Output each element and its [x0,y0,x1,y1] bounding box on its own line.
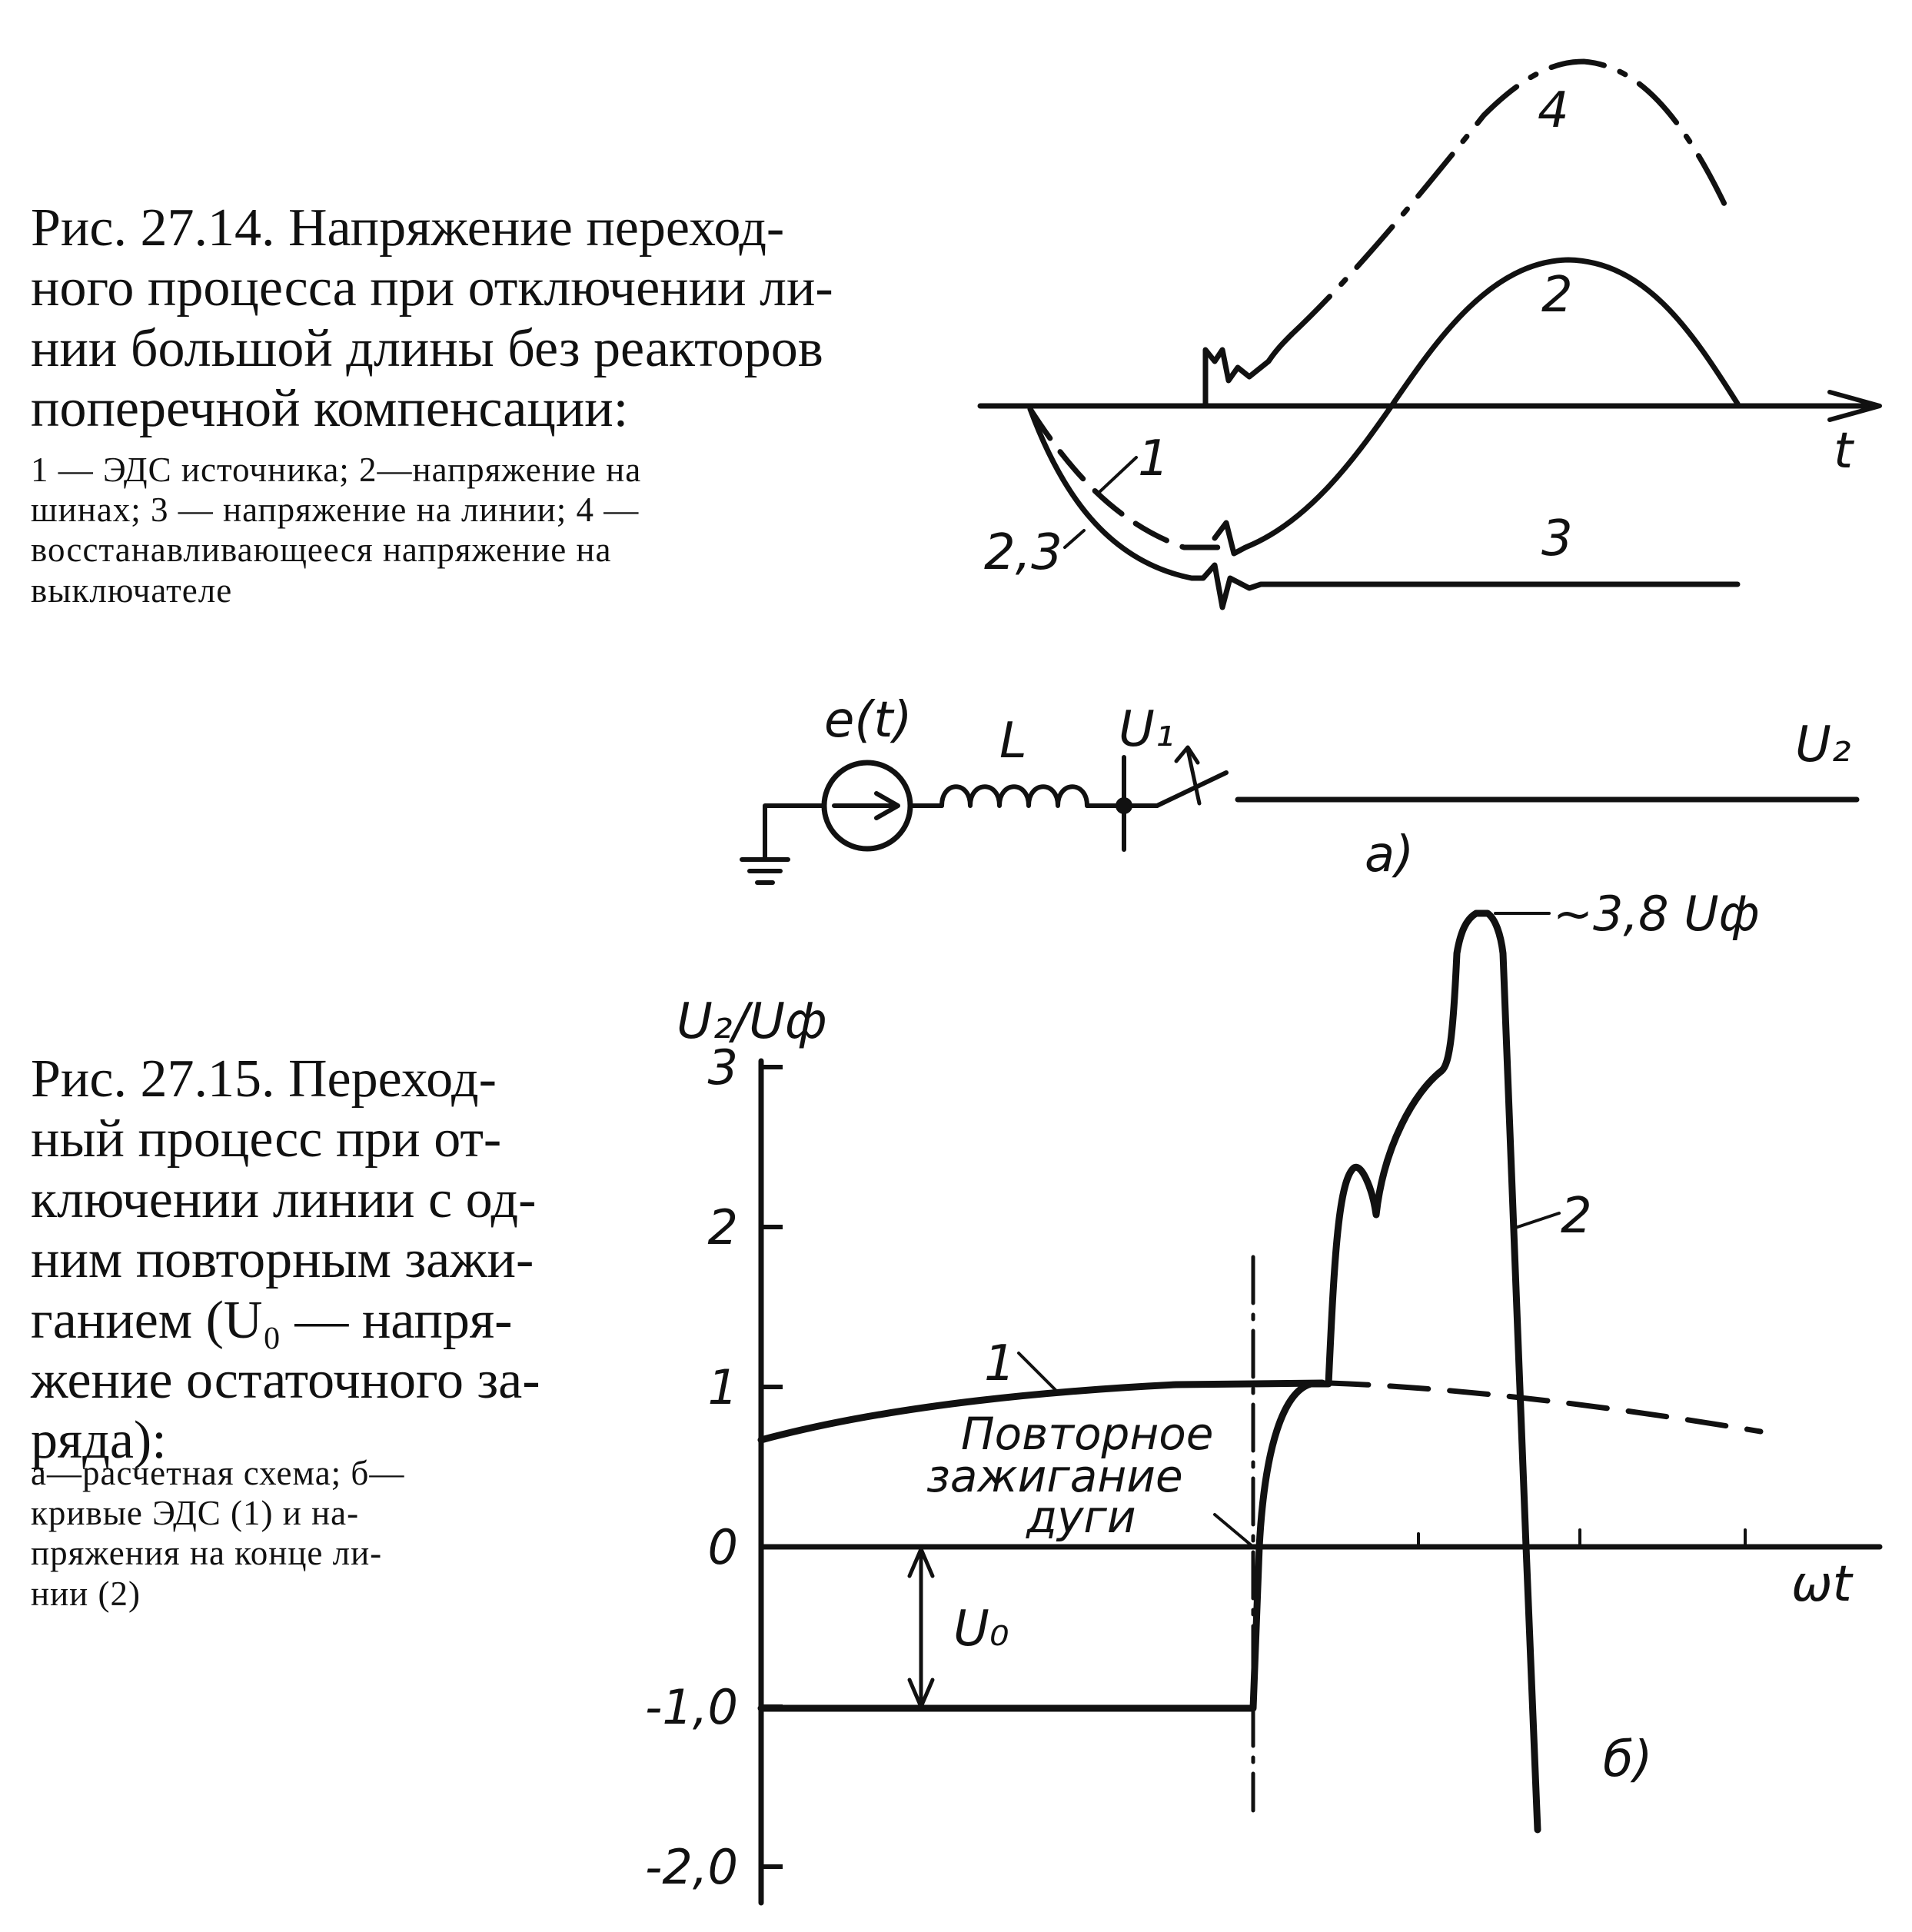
curve-1-label: 1 [1138,431,1169,487]
inductor-icon [942,786,1087,806]
reignition-leader [1215,1515,1253,1547]
y-tick-label: 2 [707,1199,738,1255]
curve-4-recovery-voltage [1205,334,1292,406]
y-tick-label: -2,0 [645,1839,738,1895]
fig-27-15-title-line: ганием (U₀ — напря- [31,1290,513,1350]
y-tick-label: 0 [707,1519,738,1575]
fig-27-14-title-line: поперечной компенсации: [31,379,629,439]
fig-27-15-title-line: ключении линии с од- [31,1169,537,1229]
inductor-label: L [999,713,1027,770]
plot-curve-2-voltage [761,913,1538,1830]
curve-3-label: 3 [1541,510,1573,567]
fig-27-14-title-line: ного процесса при отключении ли- [31,258,833,318]
curve-4-label: 4 [1538,82,1569,139]
fig-27-15-title-line: Рис. 27.15. Переход- [31,1049,497,1109]
curve-4-recovery-voltage-dashed [1292,62,1730,334]
fig-27-15-title-line: ный процесс при от- [31,1109,502,1169]
fig-27-14-legend-line: 1 — ЭДС источника; 2—напряжение на [31,451,642,489]
fig-27-15-plot [645,886,1880,1903]
plot-curve-2-label: 2 [1561,1188,1592,1245]
ground-icon [742,806,823,883]
y-tick-label: -1,0 [645,1679,738,1735]
fig-27-14-legend-line: выключателе [31,570,233,610]
curve-23-leader [1065,530,1084,547]
source-label: e(t) [824,692,913,749]
part-a-label: а) [1365,826,1415,883]
fig-27-15-legend-line: а—расчетная схема; б— [31,1454,405,1492]
fig-27-14-title-line: Рис. 27.14. Напряжение переход- [31,198,785,258]
curve-1-leader [1099,457,1136,492]
curve-3-line-voltage [1030,409,1737,607]
fig-27-15-title-line: жение остаточного за- [31,1350,540,1410]
fig-27-15-legend-line: кривые ЭДС (1) и на- [31,1494,360,1533]
fig-27-14-legend-line: восстанавливающееся напряжение на [31,530,612,570]
reignition-line-3: дуги [1026,1491,1136,1543]
fig-27-15-legend-line: нии (2) [31,1574,141,1613]
peak-label: ~3,8 Uф [1553,886,1760,942]
t-axis-label: t [1834,423,1854,480]
fig-27-15-schematic [742,692,1857,883]
curve-23-label: 2,3 [984,524,1062,581]
node-dot [1116,797,1132,814]
breaker-switch [1157,773,1226,806]
fig-27-15-legend-line: пряжения на конце ли- [31,1534,383,1573]
fig-27-14-graph [980,62,1880,607]
plot-curve-1-emf-dashed [1330,1383,1761,1432]
plot-curve-1-leader [1019,1353,1057,1392]
y-axis-label: U₂/Uф [677,993,827,1050]
fig-27-14-title-line: нии большой длины без реакторов [31,318,823,378]
u0-label: U₀ [953,1601,1009,1658]
reignition-line-2: зажигание [926,1450,1183,1502]
plot-curve-1-label: 1 [984,1335,1016,1392]
curve-2-label: 2 [1541,267,1573,324]
u2-label: U₂ [1795,717,1851,773]
y-tick-label: 1 [707,1359,738,1415]
fig-27-14-legend-line: шинах; 3 — напряжение на линии; 4 — [31,490,640,530]
part-b-label: б) [1603,1731,1653,1788]
y-tick-label: 3 [707,1039,738,1096]
plot-curve-2-leader [1513,1213,1559,1229]
x-axis-label: ωt [1791,1556,1852,1613]
fig-27-15-title-line: ряда): [31,1411,167,1471]
u1-label: U₁ [1119,701,1175,758]
reignition-line-1: Повторное [961,1408,1214,1460]
source-arrow-icon [834,793,898,818]
fig-27-15-title-line: ним повторным зажи- [31,1230,534,1290]
